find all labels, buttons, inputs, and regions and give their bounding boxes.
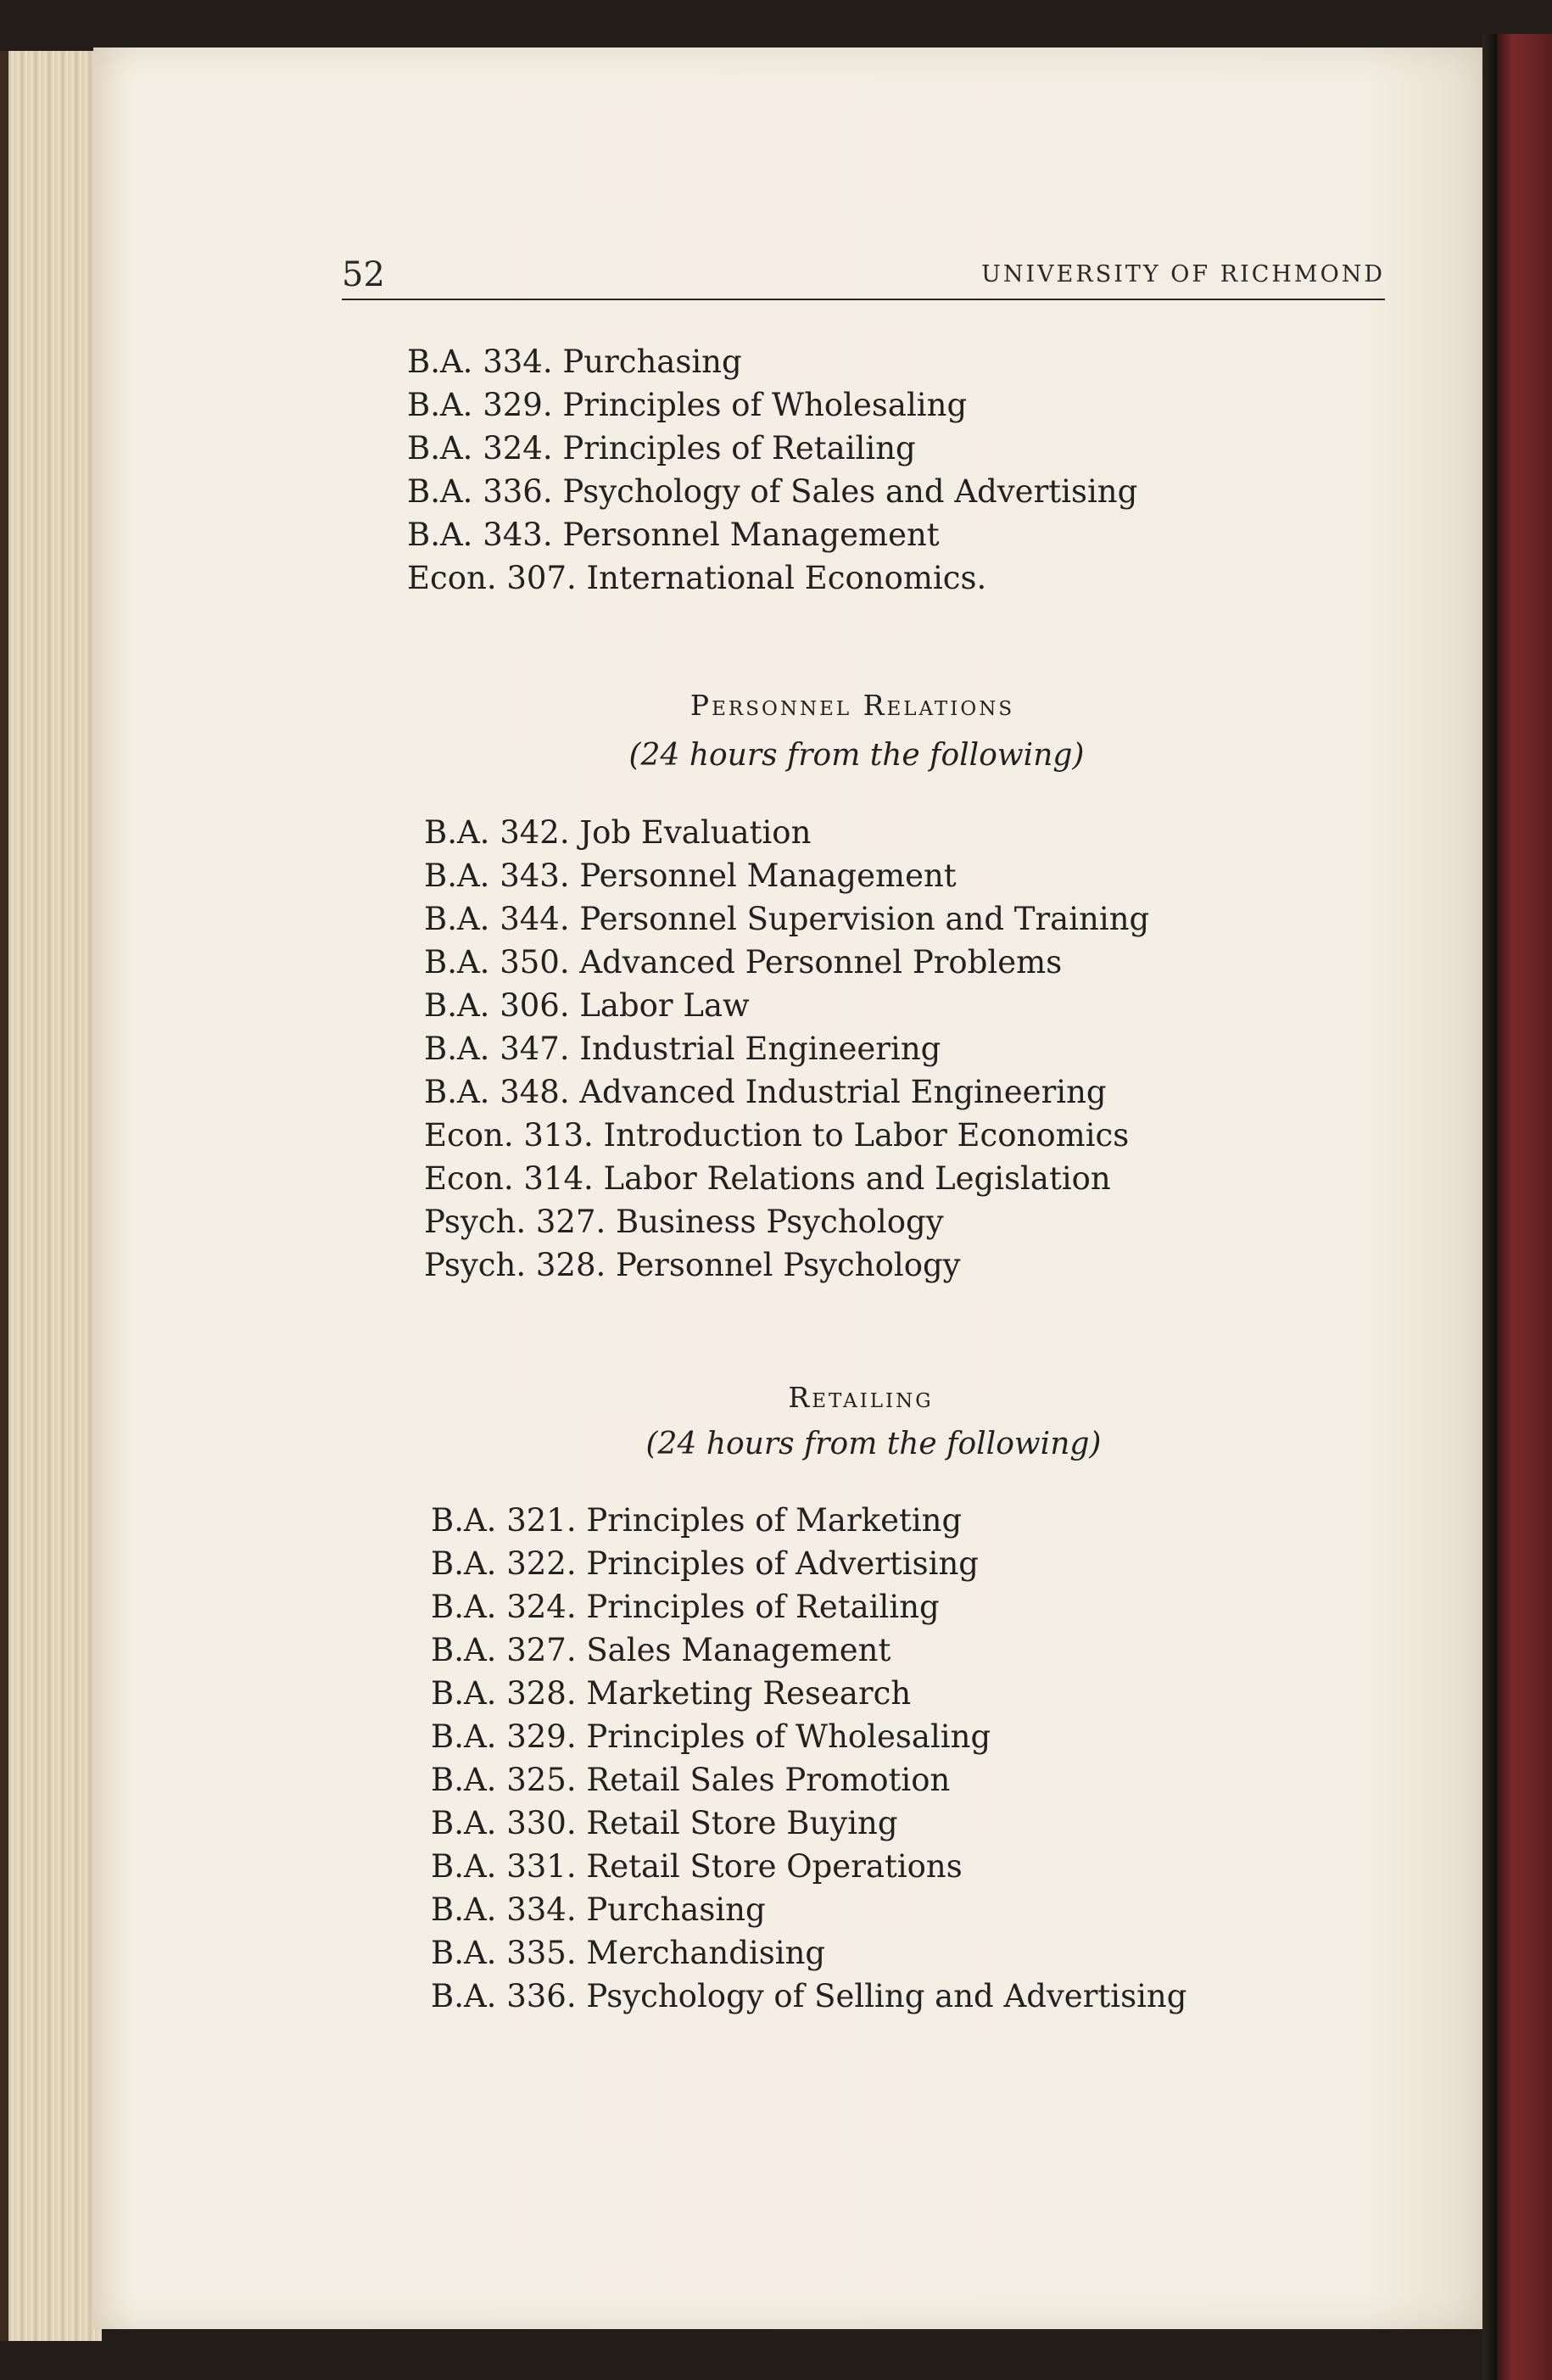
list-item: B.A. 342. Job Evaluation: [424, 814, 812, 851]
page-edges: [0, 51, 102, 2341]
list-item: B.A. 343. Personnel Management: [424, 858, 957, 894]
list-item: B.A. 334. Purchasing: [431, 1891, 766, 1928]
list-item: B.A. 306. Labor Law: [424, 987, 750, 1024]
list-item: B.A. 343. Personnel Management: [407, 517, 940, 553]
section-heading-personnel-relations: Personnel Relations: [689, 689, 1015, 722]
list-item: B.A. 330. Retail Store Buying: [431, 1805, 898, 1841]
list-item: B.A. 344. Personnel Supervision and Training: [424, 901, 1150, 937]
list-item: B.A. 322. Principles of Advertising: [431, 1545, 979, 1582]
section-subheading-retailing: (24 hours from the following): [645, 1427, 1102, 1461]
list-item: Econ. 313. Introduction to Labor Economics: [424, 1117, 1130, 1154]
section-subheading-personnel-relations: (24 hours from the following): [628, 738, 1085, 773]
list-item: B.A. 331. Retail Store Operations: [431, 1848, 963, 1885]
list-item: B.A. 348. Advanced Industrial Engineering: [424, 1074, 1107, 1110]
retailing-course-list: [431, 1499, 1186, 2018]
list-item: B.A. 336. Psychology of Sales and Advertising: [407, 473, 1138, 510]
page-header: [342, 246, 1385, 300]
list-item: B.A. 335. Merchandising: [431, 1935, 826, 1971]
list-item: Econ. 307. International Economics.: [407, 560, 987, 596]
personnel-relations-course-list: [424, 811, 1149, 1287]
list-item: Psych. 328. Personnel Psychology: [424, 1247, 961, 1283]
list-item: B.A. 347. Industrial Engineering: [424, 1031, 941, 1067]
book-cover-edge: [1497, 34, 1552, 2380]
list-item: B.A. 324. Principles of Retailing: [431, 1589, 940, 1625]
list-item: B.A. 336. Psychology of Selling and Advertising: [431, 1978, 1187, 2014]
list-item: B.A. 328. Marketing Research: [431, 1675, 912, 1712]
list-item: B.A. 327. Sales Management: [431, 1632, 891, 1668]
list-item: B.A. 329. Principles of Wholesaling: [431, 1718, 991, 1755]
page-number: 52: [342, 255, 385, 294]
section-heading-retailing: Retailing: [788, 1381, 934, 1414]
running-head: UNIVERSITY OF RICHMOND: [981, 261, 1385, 288]
list-item: B.A. 329. Principles of Wholesaling: [407, 387, 968, 423]
list-item: B.A. 325. Retail Sales Promotion: [431, 1762, 951, 1798]
list-item: B.A. 324. Principles of Retailing: [407, 430, 916, 467]
list-item: B.A. 321. Principles of Marketing: [431, 1502, 963, 1539]
list-item: B.A. 334. Purchasing: [407, 344, 742, 380]
list-item: Psych. 327. Business Psychology: [424, 1204, 944, 1240]
intro-course-list: [407, 340, 1137, 600]
list-item: B.A. 350. Advanced Personnel Problems: [424, 944, 1063, 980]
list-item: Econ. 314. Labor Relations and Legislation: [424, 1160, 1111, 1197]
